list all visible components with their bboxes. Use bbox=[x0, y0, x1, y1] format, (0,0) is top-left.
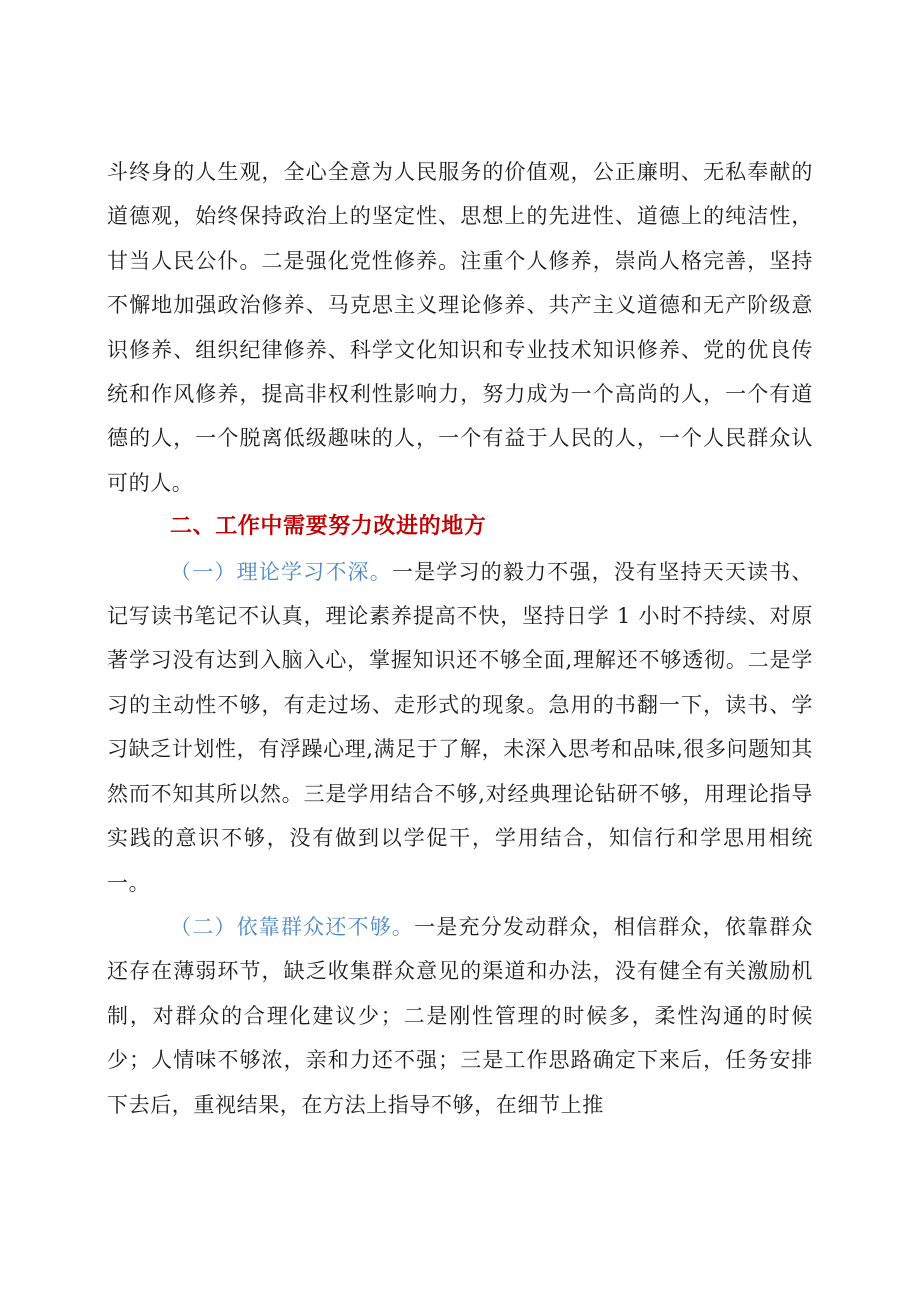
paragraph-theory-study bbox=[107, 550, 813, 905]
paragraph-rely-on-masses-text: 一是充分发动群众，相信群众，依靠群众还存在薄弱环节，缺乏收集群众意见的渠道和办法，没有健全有关激励机制，对群众的合理化建议少；二是刚性管理的时候多，柔性沟通的时候少；人情味不够浓，亲和力还不强；三是工作思路确定下来后，任务安排下去后，重视结果，在方法上指导不够，在细节上推 bbox=[107, 914, 813, 1117]
paragraph-continuation: 斗终身的人生观，全心全意为人民服务的价值观，公正廉明、无私奉献的道德观，始终保持政治上的坚定性、思想上的先进性、道德上的纯洁性，甘当人民公仆。二是强化党性修养。注重个人修养，崇尚人格完善，坚持不懈地加强政治修养、马克思主义理论修养、共产主义道德和无产阶级意识修养、组织纪律修养、科学文化知识和专业技术知识修养、党的优良传统和作风修养，提高非权利性影响力，努力成为一个高尚的人，一个有道德的人，一个脱离低级趣味的人，一个有益于人民的人，一个人民群众认可的人。 bbox=[107, 160, 813, 495]
subheading-rely-on-masses: （二）依靠群众还不够。 bbox=[170, 914, 415, 939]
document-body bbox=[107, 150, 813, 1127]
paragraph-rely-on-masses bbox=[107, 905, 813, 1127]
paragraph-theory-study-text: 一是学习的毅力不强，没有坚持天天读书、记写读书笔记不认真，理论素养提高不快，坚持日学 1 小时不持续、对原著学习没有达到入脑入心，掌握知识还不够全面,理解还不够透彻。二是学习的主动性不够，有走过场、走形式的现象。急用的书翻一下，读书、学习缺乏计划性，有浮躁心理,满足于了解，未深入思考和品味,很多问题知其然而不知其所以然。三是学用结合不够,对经典理论钻研不够，用理论指导实践的意识不够，没有做到以学促干，学用结合，知信行和学思用相统一。 bbox=[107, 559, 814, 895]
section-heading: 二、工作中需要努力改进的地方 bbox=[170, 514, 487, 540]
subheading-theory-study: （一）理论学习不深。 bbox=[170, 559, 392, 584]
